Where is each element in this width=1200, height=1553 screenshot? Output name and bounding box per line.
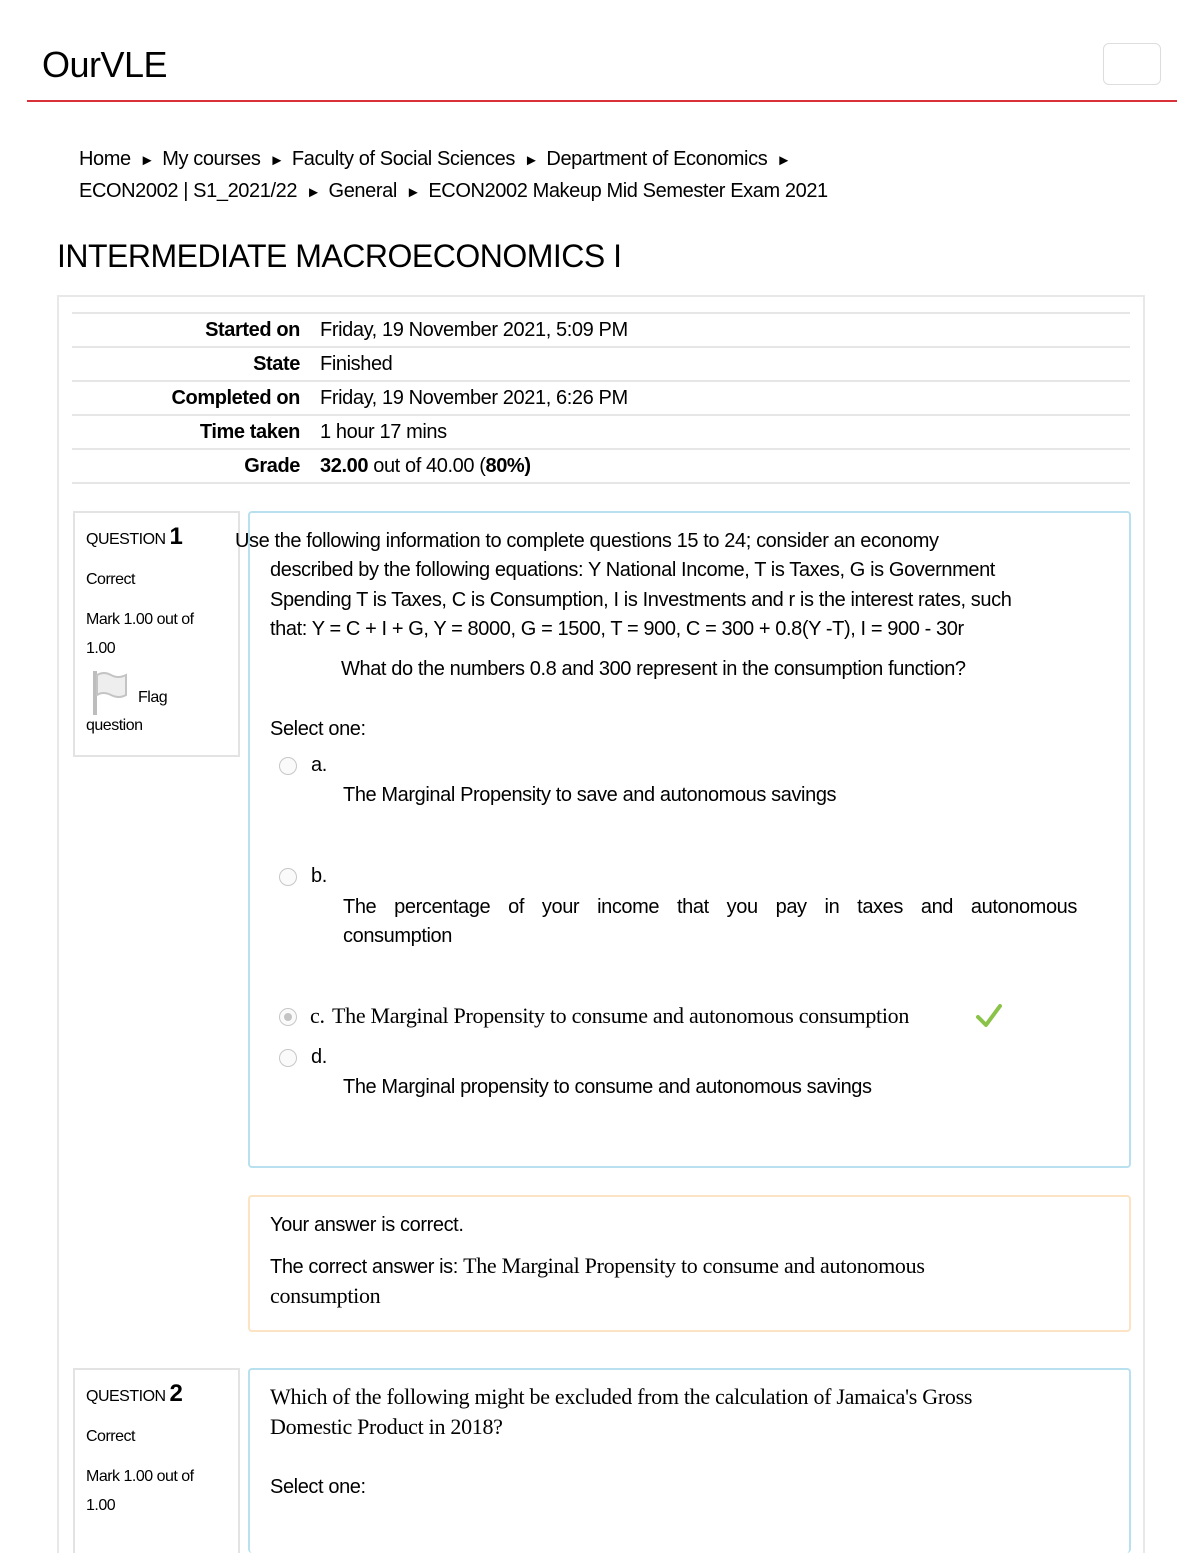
question-text-line: Domestic Product in 2018?: [270, 1414, 503, 1439]
option-b-text[interactable]: The percentage of your income that you pay in taxes and autonomous: [343, 896, 1077, 918]
option-b-text-line2[interactable]: consumption: [343, 925, 452, 947]
summary-row-state: [72, 347, 1130, 381]
option-c-text[interactable]: The Marginal Propensity to consume and autonomous consumption: [332, 1003, 910, 1028]
question-number-value: 2: [169, 1380, 183, 1407]
question-intro-line: that: Y = C + I + G, Y = 8000, G = 1500, T = 900, C = 300 + 0.8(Y -T), I = 900 - 30r: [270, 618, 964, 640]
feedback-correct-answer: [270, 1253, 925, 1279]
breadcrumb-home[interactable]: Home: [79, 148, 131, 170]
grade-score: 32.00: [320, 454, 369, 477]
feedback-result: Your answer is correct.: [270, 1214, 464, 1236]
breadcrumb-course[interactable]: ECON2002 | S1_2021/22: [79, 180, 298, 202]
summary-row-time-taken: [72, 415, 1130, 449]
grade-value: [312, 449, 1130, 483]
question-status: Correct: [86, 1428, 135, 1445]
summary-row-grade: [72, 449, 1130, 483]
breadcrumb-separator-icon: ►: [776, 152, 791, 169]
question-number-value: 1: [169, 523, 183, 550]
question-info-box: [73, 1368, 240, 1553]
site-brand[interactable]: OurVLE: [42, 44, 168, 85]
breadcrumb-separator-icon: ►: [139, 152, 155, 169]
breadcrumb: [79, 144, 979, 208]
question-text-line: Which of the following might be excluded from the calculation of Jamaica's Gross: [270, 1384, 973, 1409]
option-d-letter: d.: [311, 1046, 327, 1068]
flag-label: Flag: [138, 689, 168, 706]
feedback-correct-text-line2: consumption: [270, 1283, 381, 1308]
breadcrumb-general[interactable]: General: [328, 180, 397, 202]
breadcrumb-separator-icon: ►: [523, 152, 539, 169]
select-one-label: Select one:: [270, 1476, 366, 1498]
breadcrumb-line-2: [79, 176, 979, 208]
summary-value: Friday, 19 November 2021, 6:26 PM: [320, 386, 628, 409]
breadcrumb-my-courses[interactable]: My courses: [162, 148, 261, 170]
summary-label: Grade: [244, 454, 300, 477]
question-mark-value: 1.00: [86, 1497, 116, 1514]
page-title: INTERMEDIATE MACROECONOMICS I: [57, 238, 622, 274]
summary-row-completed: [72, 381, 1130, 415]
option-b-letter: b.: [311, 865, 327, 887]
feedback-correct-prefix: The correct answer is:: [270, 1256, 464, 1278]
summary-label: Time taken: [199, 420, 300, 443]
breadcrumb-separator-icon: ►: [306, 184, 321, 201]
summary-label: Started on: [205, 318, 300, 341]
option-a-text[interactable]: The Marginal Propensity to save and autonomous savings: [343, 784, 837, 806]
grade-close: ): [524, 454, 531, 477]
flag-label-question: question: [86, 717, 143, 734]
summary-label: State: [253, 352, 300, 375]
breadcrumb-separator-icon: ►: [405, 184, 421, 201]
header-menu-button[interactable]: [1103, 43, 1161, 85]
breadcrumb-line-1: [79, 144, 979, 176]
breadcrumb-exam[interactable]: ECON2002 Makeup Mid Semester Exam 2021: [428, 180, 828, 202]
question-label: QUESTION: [86, 1388, 166, 1405]
question-intro-line: Spending T is Taxes, C is Consumption, I is Investments and r is the interest rates, such: [270, 589, 1012, 611]
feedback-correct-text: The Marginal Propensity to consume and autonomous: [463, 1253, 925, 1278]
header-divider: [27, 100, 1177, 102]
summary-value: Friday, 19 November 2021, 5:09 PM: [320, 318, 628, 341]
option-d-radio[interactable]: [279, 1049, 297, 1067]
summary-value: Finished: [320, 352, 393, 375]
flag-icon: [90, 669, 130, 715]
question-label: QUESTION: [86, 531, 166, 548]
correct-check-icon: [976, 1003, 1002, 1029]
attempt-summary-table: [72, 312, 1130, 484]
summary-row-started: [72, 313, 1130, 347]
grade-total: out of 40.00 (: [368, 454, 486, 477]
question-intro-line: Use the following information to complete questions 15 to 24; consider an economy: [235, 530, 939, 552]
option-c-letter: c.: [310, 1003, 325, 1028]
flag-question-button[interactable]: [86, 665, 238, 734]
summary-value: 1 hour 17 mins: [320, 420, 447, 443]
option-b-radio[interactable]: [279, 868, 297, 886]
question-number: [86, 523, 238, 551]
breadcrumb-department[interactable]: Department of Economics: [546, 148, 768, 170]
question-info-box: [73, 511, 240, 757]
question-mark-value: 1.00: [86, 640, 116, 657]
question-intro-line: described by the following equations: Y National Income, T is Taxes, G is Government: [270, 559, 995, 581]
question-number: [86, 1380, 238, 1408]
question-mark: Mark 1.00 out of: [86, 611, 194, 628]
summary-label: Completed on: [171, 386, 300, 409]
breadcrumb-separator-icon: ►: [269, 152, 284, 169]
breadcrumb-faculty[interactable]: Faculty of Social Sciences: [291, 148, 515, 170]
option-a-radio[interactable]: [279, 757, 297, 775]
question-prompt: What do the numbers 0.8 and 300 represent in the consumption function?: [341, 658, 966, 680]
select-one-label: Select one:: [270, 718, 366, 740]
option-d-text[interactable]: The Marginal propensity to consume and autonomous savings: [343, 1076, 872, 1098]
option-c-radio[interactable]: [279, 1008, 297, 1026]
question-mark: Mark 1.00 out of: [86, 1468, 194, 1485]
option-a-letter: a.: [311, 754, 327, 776]
grade-percent: 80%: [485, 454, 525, 477]
question-status: Correct: [86, 571, 135, 588]
